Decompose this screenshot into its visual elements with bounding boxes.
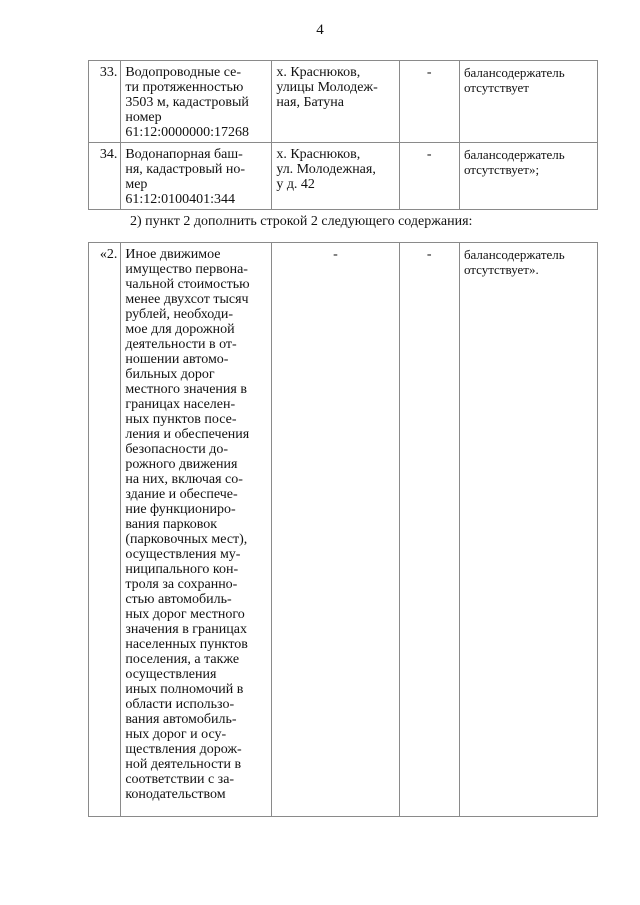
balance-holder: балансодержатель отсутствует»; [459, 143, 597, 210]
property-address: х. Краснюков, улицы Молодеж- ная, Батуна [272, 61, 399, 143]
movable-property-table [88, 242, 598, 817]
balance-holder: балансодержатель отсутствует». [459, 243, 597, 817]
row-number: 34. [89, 143, 121, 210]
amendment-text: 2) пункт 2 дополнить строкой 2 следующего содержания: [130, 214, 473, 229]
balance-holder: балансодержатель отсутствует [459, 61, 597, 143]
property-address: - [272, 243, 399, 817]
row-number: 33. [89, 61, 121, 143]
page-number: 4 [316, 22, 324, 38]
row-number: «2. [89, 243, 121, 817]
table-row [89, 61, 598, 143]
property-table [88, 60, 598, 210]
property-address: х. Краснюков, ул. Молодежная, у д. 42 [272, 143, 399, 210]
property-name: Водопроводные се- ти протяженностью 3503 м, кадастровый номер 61:12:0000000:17268 [121, 61, 272, 143]
table-row [89, 243, 598, 817]
empty-value: - [399, 143, 459, 210]
property-name: Водонапорная баш- ня, кадастровый но- мер 61:12:0100401:344 [121, 143, 272, 210]
empty-value: - [399, 243, 459, 817]
table-row [89, 143, 598, 210]
property-name: Иное движимое имущество первона- чальной стоимостью менее двухсот тысяч рублей, необходи- мое для дорожной деятельности в от- ношении автомо- бильных дорог местного значения в границах населен- ных пунктов посе- ления и обеспечения безопасности до- рожного движения на них, включая со- здание и обеспече- ние функциониро- вания парковок (парковочных мест), осуществления му- ниципального кон- троля за сохранно- стью автомобиль- ных дорог местного значения в границах населенных пунктов поселения, а также осуществления иных полномочий в области использо- вания автомобиль- ных дорог и осу- ществления дорож- ной деятельности в соответствии с за- конодательством [121, 243, 272, 817]
empty-value: - [399, 61, 459, 143]
